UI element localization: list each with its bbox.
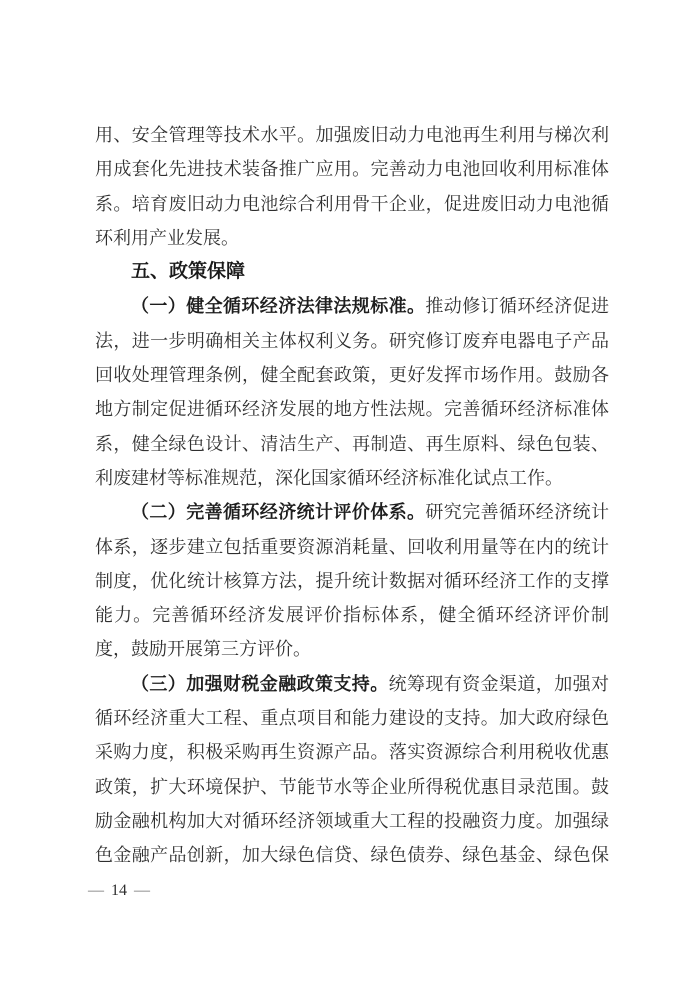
- document-content: [95, 118, 609, 873]
- policy-paragraph-2: [95, 495, 609, 666]
- paragraph-1-body: 推动修订循环经济促进法，进一步明确相关主体权利义务。研究修订废弃电器电子产品回收处理管理条例，健全配套政策，更好发挥市场作用。鼓励各地方制定促进循环经济发展的地方性法规。完善循环经济标准体系，健全绿色设计、清洁生产、再制造、再生原料、绿色包装、利废建材等标准规范，深化国家循环经济标准化试点工作。: [95, 296, 610, 488]
- policy-paragraph-3: [95, 667, 609, 873]
- paragraph-1-lead: （一）健全循环经济法律法规标准。: [131, 296, 426, 317]
- paragraph-2-body: 研究完善循环经济统计体系，逐步建立包括重要资源消耗量、回收利用量等在内的统计制度，优化统计核算方法，提升统计数据对循环经济工作的支撑能力。完善循环经济发展评价指标体系，健全循环经济评价制度，鼓励开展第三方评价。: [95, 502, 610, 660]
- paragraph-3-body: 统筹现有资金渠道，加强对循环经济重大工程、重点项目和能力建设的支持。加大政府绿色采购力度，积极采购再生资源产品。落实资源综合利用税收优惠政策，扩大环境保护、节能节水等企业所得税优惠目录范围。鼓励金融机构加大对循环经济领域重大工程的投融资力度。加强绿色金融产品创新，加大绿色信贷、绿色债券、绿色基金、绿色保: [95, 673, 610, 866]
- policy-paragraph-1: [95, 289, 609, 495]
- page-footer: [88, 881, 150, 901]
- footer-right-dash: —: [134, 882, 150, 899]
- paragraph-2-lead: （二）完善循环经济统计评价体系。: [131, 502, 426, 523]
- section-heading: 五、政策保障: [131, 261, 246, 283]
- continuation-paragraph: 用、安全管理等技术水平。加强废旧动力电池再生利用与梯次利用成套化先进技术装备推广应用。完善动力电池回收利用标准体系。培育废旧动力电池综合利用骨干企业，促进废旧动力电池循环利用产业发展。: [95, 125, 609, 248]
- paragraph-3-lead: （三）加强财税金融政策支持。: [131, 673, 389, 694]
- footer-left-dash: —: [88, 882, 104, 899]
- page-number: 14: [111, 882, 127, 899]
